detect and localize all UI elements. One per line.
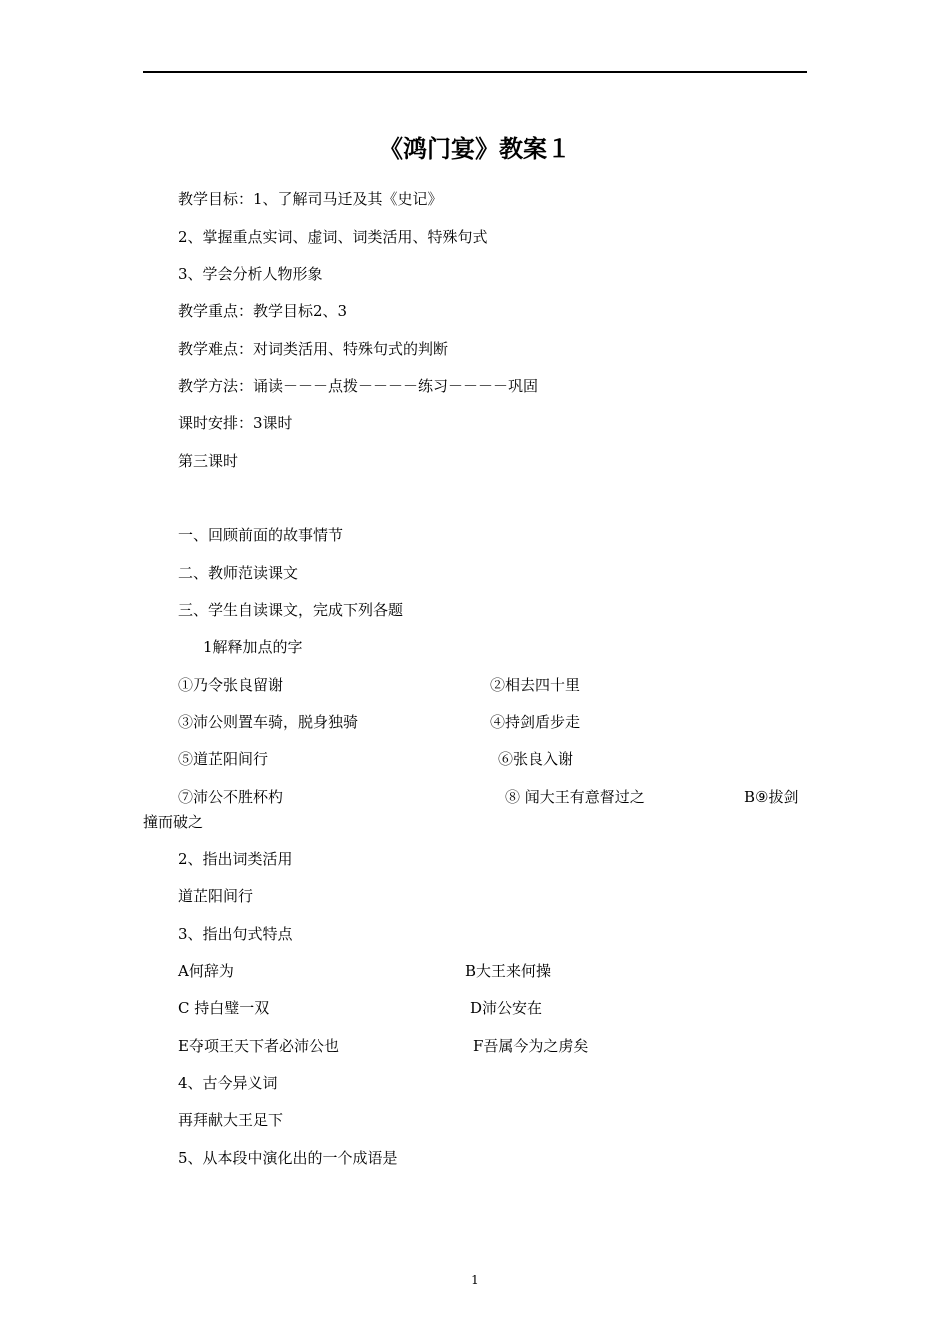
q2-heading: 2、指出词类活用 xyxy=(178,850,293,868)
q1-item: ②相去四十里 xyxy=(490,676,581,694)
lesson-label: 第三课时 xyxy=(178,452,239,470)
q3-item: D沛公安在 xyxy=(470,999,543,1017)
q1-heading: 1解释加点的字 xyxy=(203,638,303,656)
objective-line-2: 2、掌握重点实词、虚词、词类活用、特殊句式 xyxy=(178,228,488,246)
q5-heading: 5、从本段中演化出的一个成语是 xyxy=(178,1149,398,1167)
q1-item: ④持剑盾步走 xyxy=(490,713,581,731)
q3-item: C 持白璧一双 xyxy=(178,999,270,1017)
step-3: 三、学生自读课文，完成下列各题 xyxy=(178,601,404,619)
q3-item: B大王来何操 xyxy=(465,962,552,980)
q4-heading: 4、古今异义词 xyxy=(178,1074,278,1092)
key-points: 教学重点：教学目标2、3 xyxy=(178,302,348,320)
objective-line-1: 教学目标：1、了解司马迁及其《史记》 xyxy=(178,190,443,208)
q1-item: ⑧ 闻大王有意督过之 xyxy=(505,788,645,806)
q3-item: F吾属今为之虏矣 xyxy=(473,1037,589,1055)
q2-text: 道芷阳间行 xyxy=(178,887,254,905)
schedule: 课时安排：3课时 xyxy=(178,414,293,432)
q1-item: ⑦沛公不胜杯杓 xyxy=(178,788,284,806)
q1-item-continued: 撞而破之 xyxy=(143,813,204,831)
q1-item: ③沛公则置车骑，脱身独骑 xyxy=(178,713,359,731)
q3-item: E夺项王天下者必沛公也 xyxy=(178,1037,339,1055)
methods: 教学方法：诵读－－－点拨－－－－练习－－－－巩固 xyxy=(178,377,539,395)
page-number: 1 xyxy=(471,1273,479,1287)
objective-line-3: 3、学会分析人物形象 xyxy=(178,265,323,283)
header-rule xyxy=(143,71,807,73)
q1-item: ⑥张良入谢 xyxy=(498,750,574,768)
q1-item: ⑤道芷阳间行 xyxy=(178,750,269,768)
step-2: 二、教师范读课文 xyxy=(178,564,299,582)
q4-text: 再拜献大王足下 xyxy=(178,1111,284,1129)
difficulties: 教学难点：对词类活用、特殊句式的判断 xyxy=(178,340,449,358)
q1-item: B⑨拔剑 xyxy=(744,788,799,806)
q3-item: A何辞为 xyxy=(178,962,234,980)
document-title: 《鸿门宴》教案１ xyxy=(379,135,571,163)
q1-item: ①乃令张良留谢 xyxy=(178,676,284,694)
q3-heading: 3、指出句式特点 xyxy=(178,925,293,943)
step-1: 一、回顾前面的故事情节 xyxy=(178,526,344,544)
